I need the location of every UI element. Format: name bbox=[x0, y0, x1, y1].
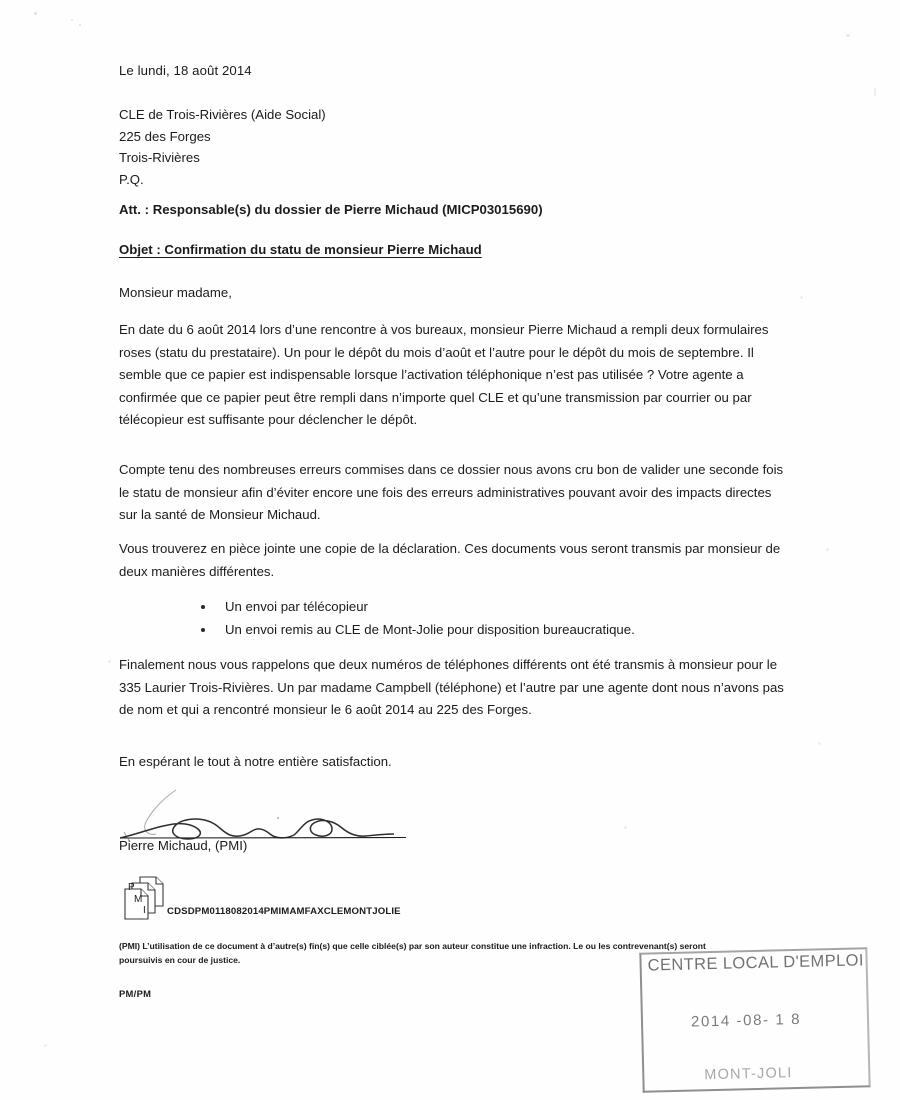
scan-speck bbox=[846, 34, 850, 37]
svg-text:P: P bbox=[128, 882, 135, 893]
typist-initials: PM/PM bbox=[119, 988, 152, 999]
scan-speck bbox=[108, 660, 111, 663]
svg-text:I: I bbox=[143, 905, 146, 916]
list-item: Un envoi par télécopieur bbox=[119, 596, 635, 619]
signature-name: Pierre Michaud, (PMI) bbox=[119, 838, 248, 853]
delivery-method-list bbox=[119, 596, 635, 641]
received-stamp bbox=[639, 947, 870, 1093]
stamp-date: 2014 -08- 1 8 bbox=[690, 1010, 802, 1031]
recipient-address bbox=[119, 104, 326, 190]
document-stack-icon bbox=[122, 876, 168, 920]
scan-speck bbox=[624, 826, 627, 829]
svg-text:M: M bbox=[134, 894, 143, 905]
scan-speck bbox=[874, 88, 876, 96]
scan-speck bbox=[800, 296, 803, 299]
scan-speck bbox=[826, 548, 829, 551]
salutation: Monsieur madame, bbox=[119, 285, 232, 300]
attention-line: Att. : Responsable(s) du dossier de Pierre Michaud (MICP03015690) bbox=[119, 202, 543, 217]
body-paragraph-2: Compte tenu des nombreuses erreurs commises dans ce dossier nous avons cru bon de valider une seconde fois le statu de monsieur afin d’éviter encore une fois des erreurs administratives pouvant avoir des impacts directes sur la santé de Monsieur Michaud. bbox=[119, 462, 784, 523]
recipient-line: Trois-Rivières bbox=[119, 150, 200, 165]
attachment-code: CDSDPM0118082014PMIMAMFAXCLEMONTJOLIE bbox=[167, 906, 401, 917]
scan-speck bbox=[818, 742, 821, 745]
body-paragraph-1: En date du 6 août 2014 lors d’une rencontre à vos bureaux, monsieur Pierre Michaud a rempli deux formulaires roses (statu du prestataire). Un pour le dépôt du mois d’août et l’autre pour le dépôt du mois de septembre. Il semble que ce papier est indispensable lorsque l’activation téléphonique n’est pas utilisée ? Votre agente a confirmée que ce papier peut être rempli dans n’importe quel CLE et qu’une transmission par courrier ou par télécopieur est suffisante pour déclencher le dépôt. bbox=[119, 322, 769, 428]
recipient-line: CLE de Trois-Rivières (Aide Social) bbox=[119, 107, 326, 122]
recipient-line: 225 des Forges bbox=[119, 128, 211, 144]
body-paragraph-3: Vous trouverez en pièce jointe une copie de la déclaration. Ces documents vous seront transmis par monsieur de deux manières différentes. bbox=[119, 541, 781, 579]
letter-date: Le lundi, 18 août 2014 bbox=[119, 63, 252, 78]
scan-speck bbox=[44, 1044, 47, 1047]
scan-speck bbox=[79, 24, 81, 26]
stamp-city: MONT-JOLI bbox=[704, 1065, 793, 1084]
scan-speck bbox=[71, 19, 73, 21]
recipient-line: P.Q. bbox=[119, 171, 144, 187]
stamp-title: CENTRE LOCAL D'EMPLOI bbox=[647, 951, 865, 975]
list-item: Un envoi remis au CLE de Mont-Jolie pour disposition bureaucratique. bbox=[119, 619, 635, 642]
document-stack-glyph bbox=[122, 876, 168, 920]
body-paragraph-4: Finalement nous vous rappelons que deux numéros de téléphones différents ont été transmis à monsieur pour le 335 Laurier Trois-Rivières. Un par madame Campbell (téléphone) et l’autre par une agente dont nous n’avons pas de nom et qui a rencontré monsieur le 6 août 2014 au 225 des Forges. bbox=[119, 657, 784, 718]
scan-speck bbox=[34, 12, 37, 15]
subject-line: Objet : Confirmation du statu de monsieur Pierre Michaud bbox=[119, 242, 482, 257]
legal-disclaimer: (PMI) L’utilisation de ce document à d’autre(s) fin(s) que celle ciblée(s) par son auteur constitue une infraction. Le ou les contrevenant(s) seront poursuivis en cour de justice. bbox=[119, 941, 706, 965]
closing-line: En espérant le tout à notre entière satisfaction. bbox=[119, 754, 392, 769]
